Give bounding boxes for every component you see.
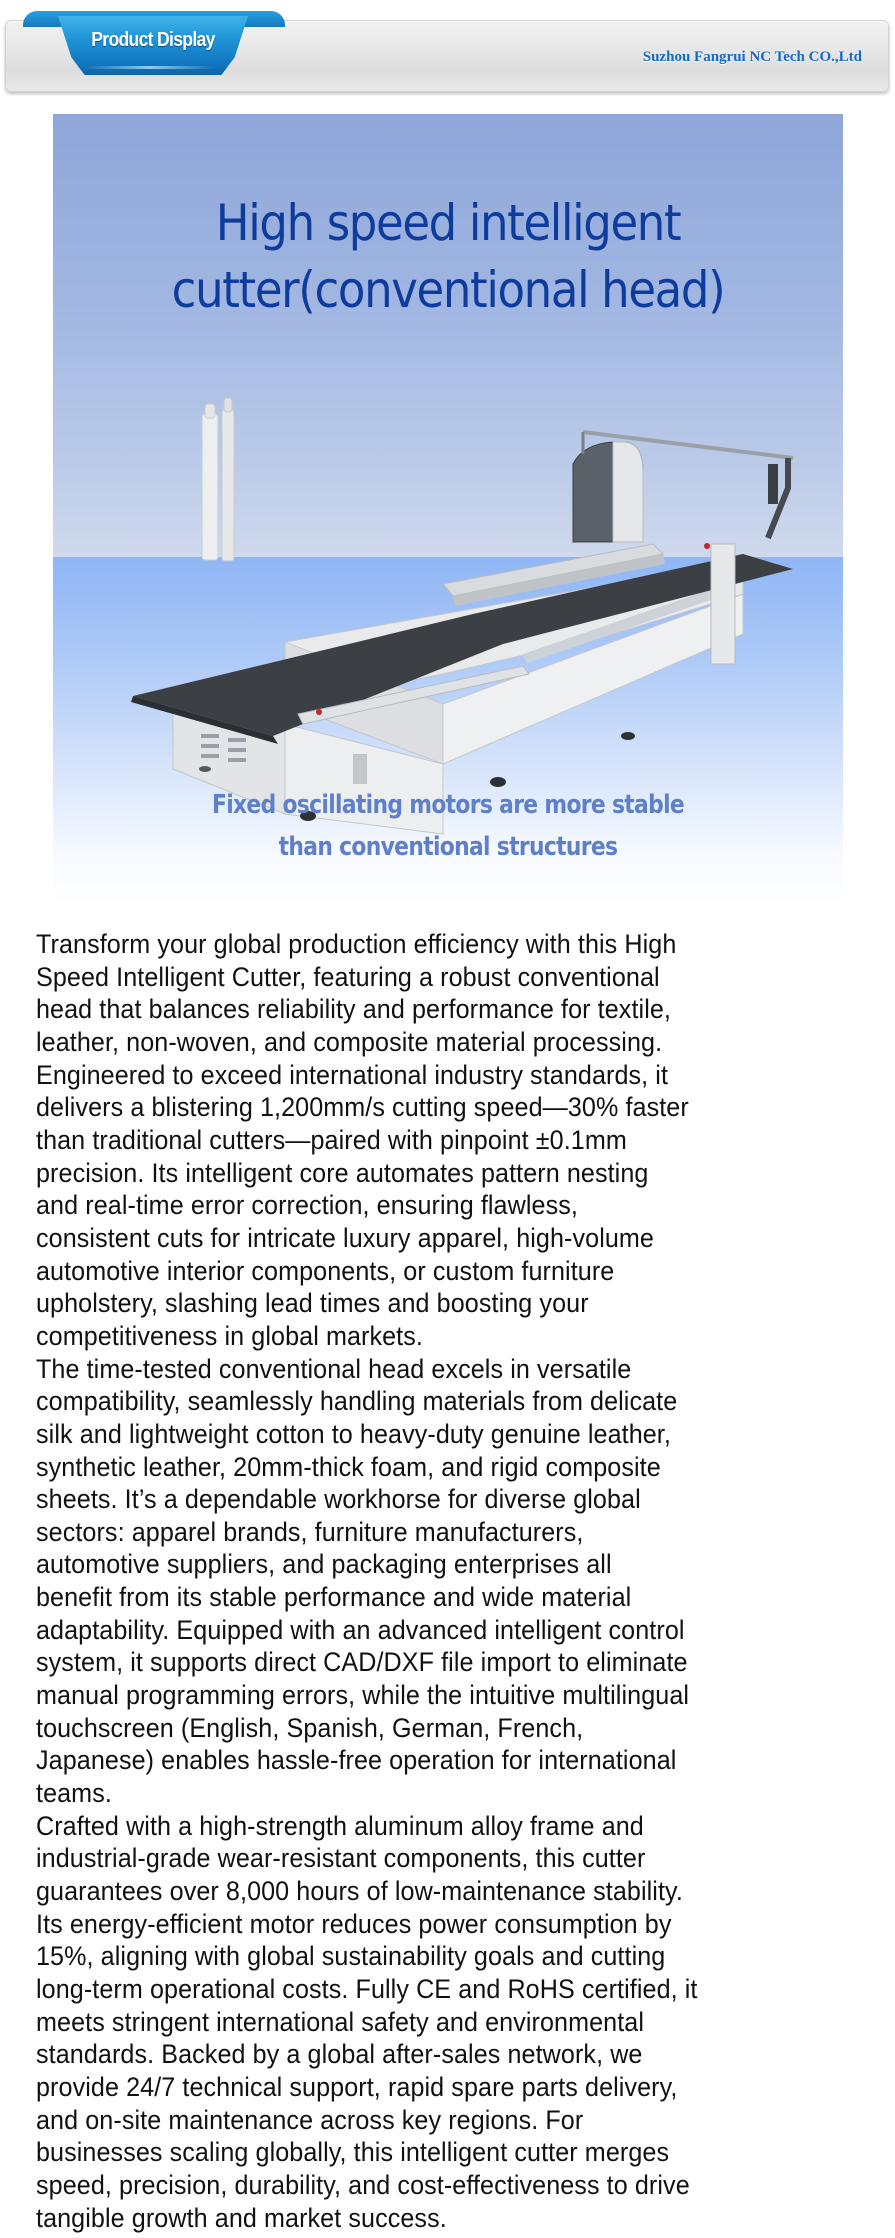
description-line: provide 24/7 technical support, rapid spare parts delivery, xyxy=(36,2071,678,2102)
description-line: precision. Its intelligent core automates pattern nesting xyxy=(36,1157,649,1188)
description-line: manual programming errors, while the intuitive multilingual xyxy=(36,1680,690,1711)
product-title-line: High speed intelligent xyxy=(215,194,681,252)
description-line: automotive suppliers, and packaging enterprises all xyxy=(36,1549,612,1580)
description-line: speed, precision, durability, and cost-effectiveness to drive xyxy=(36,2169,690,2200)
product-description xyxy=(36,928,886,2234)
product-image xyxy=(53,114,843,904)
description-line: adaptability. Equipped with an advanced intelligent control xyxy=(36,1614,685,1645)
product-caption xyxy=(116,784,780,868)
description-line: sheets. It’s a dependable workhorse for diverse global xyxy=(36,1484,641,1515)
description-line: upholstery, slashing lead times and boosting your xyxy=(36,1288,589,1319)
description-line: touchscreen (English, Spanish, German, French, xyxy=(36,1712,584,1743)
description-line: and on-site maintenance across key regions. For xyxy=(36,2104,584,2135)
description-line: compatibility, seamlessly handling materials from delicate xyxy=(36,1386,678,1417)
product-caption-line: Fixed oscillating motors are more stable xyxy=(211,790,685,820)
description-line: 15%, aligning with global sustainability goals and cutting xyxy=(36,1941,666,1972)
description-line: benefit from its stable performance and wide material xyxy=(36,1582,632,1613)
company-name: Suzhou Fangrui NC Tech CO.,Ltd xyxy=(642,49,862,65)
description-line: long-term operational costs. Fully CE and RoHS certified, it xyxy=(36,1974,698,2004)
description-line: Engineered to exceed international industry standards, it xyxy=(36,1059,669,1090)
description-line: than traditional cutters—paired with pinpoint ±0.1mm xyxy=(36,1124,627,1155)
description-line: and real-time error correction, ensuring flawless, xyxy=(36,1190,578,1221)
material-rolls-icon xyxy=(202,398,234,561)
description-line: Transform your global production efficiency with this High xyxy=(36,929,677,959)
ribbon-highlight xyxy=(85,66,215,69)
description-line: head that balances reliability and performance for textile, xyxy=(36,994,672,1025)
description-line: businesses scaling globally, this intelligent cutter merges xyxy=(36,2137,670,2168)
description-line: sectors: apparel brands, furniture manufacturers, xyxy=(36,1516,584,1547)
description-line: system, it supports direct CAD/DXF file import to eliminate xyxy=(36,1647,688,1678)
description-line: competitiveness in global markets. xyxy=(36,1320,423,1351)
description-line: automotive interior components, or custom furniture xyxy=(36,1255,615,1286)
description-line: silk and lightweight cotton to heavy-duty genuine leather, xyxy=(36,1418,671,1449)
page-header xyxy=(0,0,895,100)
description-line: Speed Intelligent Cutter, featuring a robust conventional xyxy=(36,961,660,992)
product-caption-line: than conventional structures xyxy=(278,832,618,862)
description-line: tangible growth and market success. xyxy=(36,2202,447,2233)
description-line: delivers a blistering 1,200mm/s cutting speed—30% faster xyxy=(36,1092,689,1123)
description-line: meets stringent international safety and environmental xyxy=(36,2006,645,2037)
product-title-line: cutter(conventional head) xyxy=(171,261,725,319)
description-line: guarantees over 8,000 hours of low-maintenance stability. xyxy=(36,1876,683,1907)
description-line: teams. xyxy=(36,1778,112,1809)
description-line: synthetic leather, 20mm-thick foam, and rigid composite xyxy=(36,1451,661,1482)
description-line: leather, non-woven, and composite material processing. xyxy=(36,1026,663,1057)
description-line: consistent cuts for intricate luxury apparel, high-volume xyxy=(36,1222,654,1253)
section-label: Product Display xyxy=(91,29,215,51)
description-line: The time-tested conventional head excels in versatile xyxy=(36,1353,632,1384)
description-line: standards. Backed by a global after-sales network, we xyxy=(36,2039,643,2070)
description-line: Crafted with a high-strength aluminum alloy frame and xyxy=(36,1810,644,1841)
description-line: industrial-grade wear-resistant components, this cutter xyxy=(36,1843,646,1874)
description-line: Japanese) enables hassle-free operation for international xyxy=(36,1745,677,1776)
description-line: Its energy-efficient motor reduces power consumption by xyxy=(36,1908,672,1939)
